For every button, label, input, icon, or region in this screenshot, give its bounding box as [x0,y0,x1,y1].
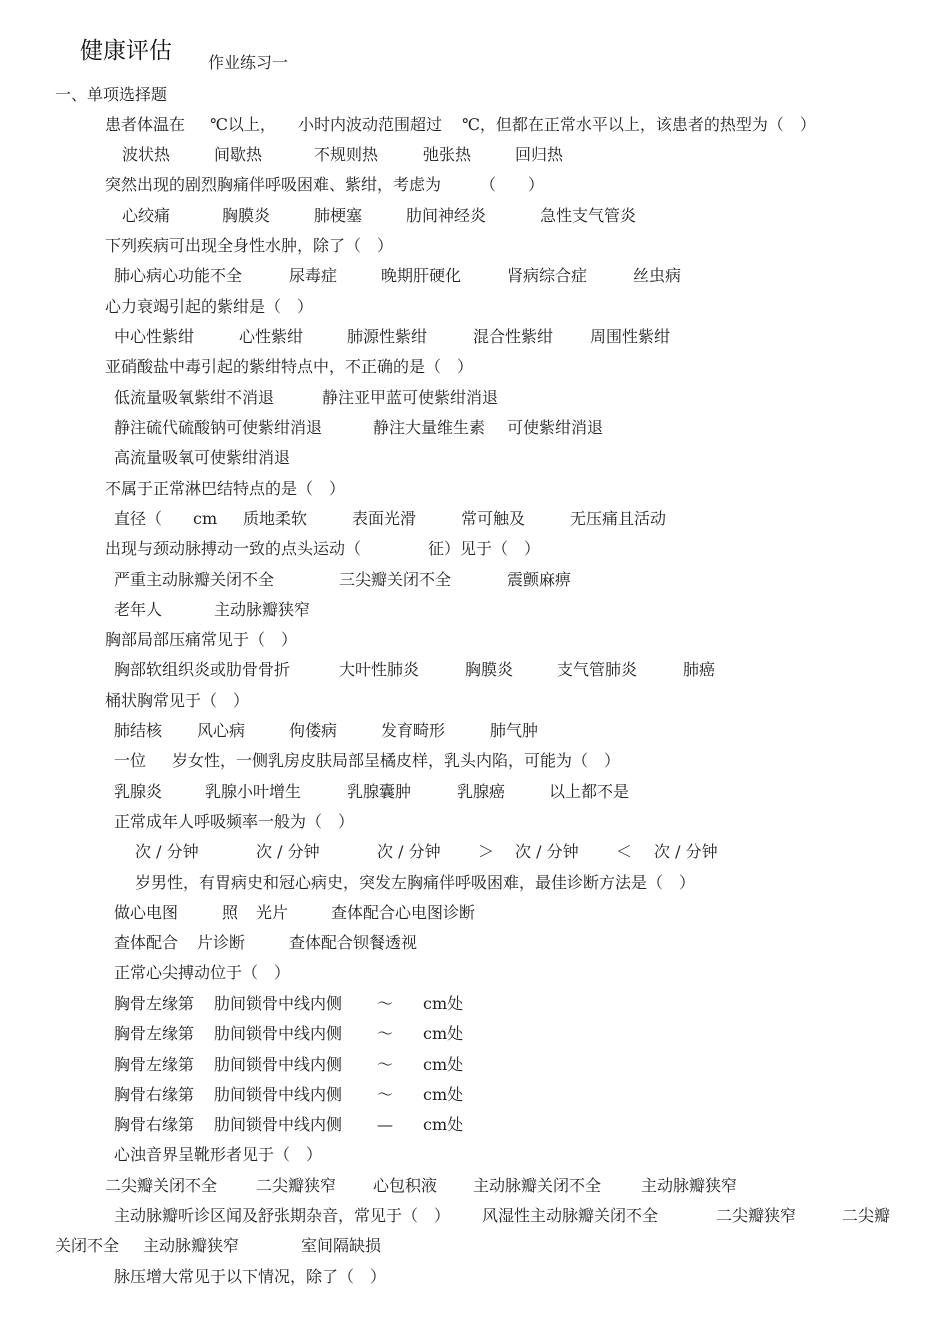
options-row [0,447,950,469]
option-text: 肺结核 [114,721,163,740]
option-text: 静注大量维生素 [373,418,486,437]
option-text: 丝虫病 [633,266,682,285]
options-row [0,1054,950,1076]
question-row [0,356,950,378]
question-text: 突然出现的剧烈胸痛伴呼吸困难、紫绀，考虑为 [105,175,442,194]
option-text: 二尖瓣狭窄 [256,1176,337,1195]
options-row [0,417,950,439]
question-text: 风湿性主动脉瓣关闭不全 [482,1206,659,1225]
option-text: 胸骨左缘第 [114,1024,195,1043]
question-row [0,174,950,196]
option-text: 肋间神经炎 [406,206,487,225]
option-text: 肺心病心功能不全 [114,266,243,285]
options-row [0,326,950,348]
option-text: 震颤麻痹 [507,570,572,589]
option-text: 中心性紫绀 [114,327,195,346]
option-text: 心绞痛 [122,206,171,225]
option-text: 次 / 分钟 [654,842,718,861]
option-text: 室间隔缺损 [301,1236,382,1255]
option-text: 二尖瓣关闭不全 [105,1176,218,1195]
option-text: 乳腺小叶增生 [205,782,302,801]
option-text: 直径（ [114,509,163,528]
option-text: 胸骨右缘第 [114,1085,195,1104]
question-row [0,538,950,560]
question-text: 小时内波动范围超过 [298,115,443,134]
option-text: ～ [377,994,394,1013]
option-text: 肺气肿 [490,721,539,740]
question-row [0,1266,950,1288]
option-text: 大叶性肺炎 [339,660,420,679]
option-text: 心性紫绀 [239,327,304,346]
question-text: 下列疾病可出现全身性水肿，除了（ ） [105,236,394,255]
option-text: 肋间锁骨中线内侧 [214,1085,343,1104]
question-text: 脉压增大常见于以下情况，除了（ ） [114,1267,387,1286]
option-text: 胸部软组织炎或肋骨骨折 [114,660,291,679]
option-text: ＞ [478,842,495,861]
question-text: 岁男性，有胃病史和冠心病史，突发左胸痛伴呼吸困难，最佳诊断方法是（ ） [135,873,696,892]
option-text: cm [193,509,218,528]
question-row [0,750,950,772]
question-row [0,962,950,984]
option-text: 关闭不全 [55,1236,120,1255]
option-text: 乳腺癌 [457,782,506,801]
option-text: 不规则热 [314,145,379,164]
option-text: 肋间锁骨中线内侧 [214,1024,343,1043]
option-text: 可使紫绀消退 [507,418,604,437]
question-text: 桶状胸常见于（ ） [105,691,250,710]
option-text: ～ [377,1055,394,1074]
question-row [0,114,950,136]
question-row [0,1205,950,1227]
options-row [0,1114,950,1136]
option-text: 混合性紫绀 [473,327,554,346]
question-row [0,690,950,712]
option-text: 胸骨左缘第 [114,994,195,1013]
option-text: 胸膜炎 [465,660,514,679]
option-text: 次 / 分钟 [256,842,320,861]
question-row [0,1144,950,1166]
options-row [0,659,950,681]
option-text: 次 / 分钟 [377,842,441,861]
option-text: 主动脉瓣狭窄 [143,1236,240,1255]
question-text: ℃以上， [210,115,276,134]
option-text: 静注亚甲蓝可使紫绀消退 [322,388,499,407]
options-row [0,902,950,924]
option-text: 主动脉瓣狭窄 [641,1176,738,1195]
options-row [0,569,950,591]
options-row [0,265,950,287]
option-text: 肺癌 [683,660,716,679]
options-row [0,508,950,530]
options-row [0,1175,950,1197]
options-row [0,1023,950,1045]
option-text: 主动脉瓣关闭不全 [473,1176,602,1195]
option-text: ～ [377,1024,394,1043]
option-text: 高流量吸氧可使紫绀消退 [114,448,291,467]
option-text: cm处 [423,1115,464,1134]
option-text: 弛张热 [423,145,472,164]
section-heading: 一、单项选择题 [55,85,168,104]
question-row [0,811,950,833]
options-row [0,720,950,742]
question-text: 心力衰竭引起的紫绀是（ ） [105,297,314,316]
option-text: 肋间锁骨中线内侧 [214,1115,343,1134]
option-text: 尿毒症 [289,266,338,285]
question-text: 二尖瓣狭窄 [716,1206,797,1225]
question-text: 正常心尖搏动位于（ ） [114,963,291,982]
document-subtitle: 作业练习一 [208,53,289,72]
document-title: 健康评估 [80,38,172,64]
option-text: 三尖瓣关闭不全 [339,570,452,589]
question-text: 胸部局部压痛常见于（ ） [105,630,298,649]
question-row [0,872,950,894]
options-row [0,387,950,409]
option-text: 胸骨左缘第 [114,1055,195,1074]
option-text: 次 / 分钟 [515,842,579,861]
option-text: 以上都不是 [549,782,630,801]
options-row [0,932,950,954]
options-row [0,1235,950,1257]
option-text: 肾病综合症 [507,266,588,285]
question-row [0,296,950,318]
question-text: ℃，但都在正常水平以上，该患者的热型为（ ） [462,115,816,134]
question-text: 二尖瓣 [842,1206,891,1225]
option-text: 支气管肺炎 [557,660,638,679]
question-text: 心浊音界呈靴形者见于（ ） [114,1145,323,1164]
question-text: 出现与颈动脉搏动一致的点头运动（ [105,539,362,558]
option-text: 周围性紫绀 [590,327,671,346]
option-text: 肋间锁骨中线内侧 [214,1055,343,1074]
question-row [0,235,950,257]
option-text: cm处 [423,1024,464,1043]
option-text: 主动脉瓣狭窄 [214,600,311,619]
question-text: 主动脉瓣听诊区闻及舒张期杂音，常见于（ ） [114,1206,451,1225]
question-text: 不属于正常淋巴结特点的是（ ） [105,479,346,498]
question-row [0,478,950,500]
option-text: 老年人 [114,600,163,619]
option-text: 发育畸形 [381,721,446,740]
option-text: 晚期肝硬化 [381,266,462,285]
option-text: ＜ [616,842,633,861]
option-text: 肺梗塞 [314,206,363,225]
option-text: 做心电图 [114,903,179,922]
option-text: 肺源性紫绀 [347,327,428,346]
option-text: 风心病 [197,721,246,740]
option-text: ～ [377,1085,394,1104]
option-text: 查体配合 [114,933,179,952]
option-text: 表面光滑 [352,509,417,528]
option-text: 急性支气管炎 [540,206,637,225]
option-text: 肋间锁骨中线内侧 [214,994,343,1013]
option-text: 乳腺炎 [114,782,163,801]
question-text: （ ） [480,175,545,194]
question-row [0,629,950,651]
option-text: 心包积液 [373,1176,438,1195]
options-row [0,841,950,863]
option-text: 间歇热 [214,145,263,164]
option-text: 光片 [256,903,289,922]
option-text: cm处 [423,994,464,1013]
option-text: 胸骨右缘第 [114,1115,195,1134]
options-row [0,599,950,621]
question-text: 患者体温在 [105,115,186,134]
question-text: 正常成年人呼吸频率一般为（ ） [114,812,355,831]
options-row [0,205,950,227]
option-text: 查体配合心电图诊断 [331,903,476,922]
option-text: 查体配合钡餐透视 [289,933,418,952]
option-text: cm处 [423,1055,464,1074]
option-text: — [377,1115,393,1134]
question-text: 一位 [114,751,147,770]
option-text: 常可触及 [461,509,526,528]
option-text: 片诊断 [197,933,246,952]
option-text: 次 / 分钟 [135,842,199,861]
options-row [0,781,950,803]
option-text: 低流量吸氧紫绀不消退 [114,388,275,407]
option-text: 质地柔软 [243,509,308,528]
option-text: 佝偻病 [289,721,338,740]
option-text: 回归热 [515,145,564,164]
question-text: 征）见于（ ） [428,539,541,558]
option-text: 波状热 [122,145,171,164]
options-row [0,1084,950,1106]
option-text: 严重主动脉瓣关闭不全 [114,570,275,589]
option-text: 照 [222,903,239,922]
option-text: 胸膜炎 [222,206,271,225]
question-text: 亚硝酸盐中毒引起的紫绀特点中，不正确的是（ ） [105,357,474,376]
option-text: cm处 [423,1085,464,1104]
options-row [0,144,950,166]
options-row [0,993,950,1015]
option-text: 静注硫代硫酸钠可使紫绀消退 [114,418,323,437]
question-text: 岁女性，一侧乳房皮肤局部呈橘皮样，乳头内陷，可能为（ ） [172,751,621,770]
option-text: 无压痛且活动 [570,509,667,528]
option-text: 乳腺囊肿 [347,782,412,801]
